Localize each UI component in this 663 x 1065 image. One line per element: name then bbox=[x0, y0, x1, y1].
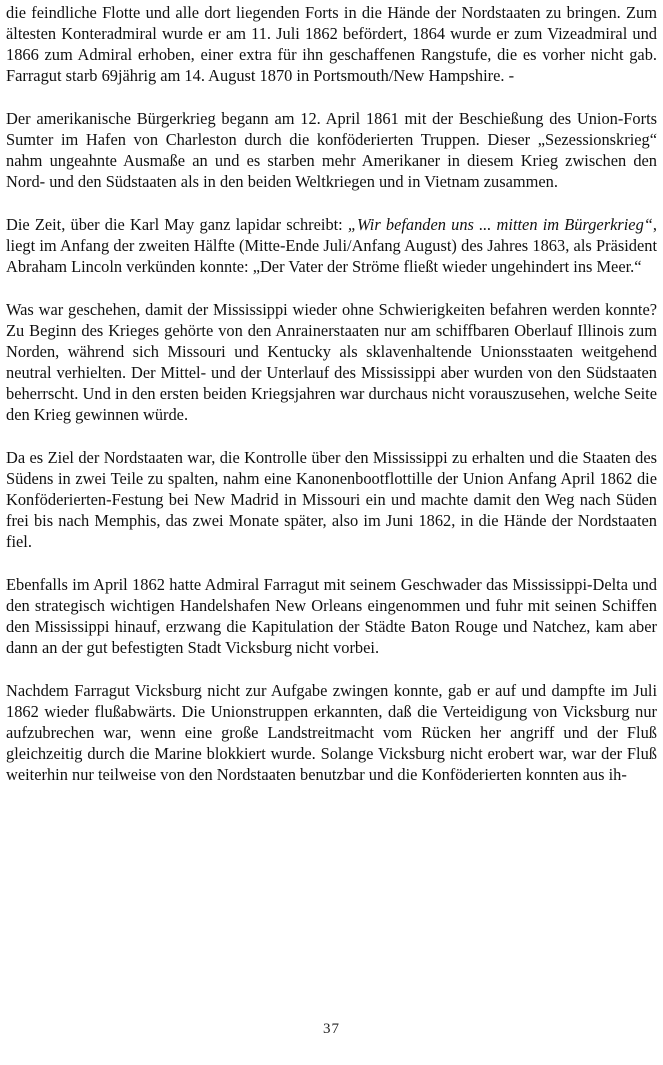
paragraph-mississippi-question: Was war geschehen, damit der Mississippi wieder ohne Schwierigkeiten befahren werden konnte? Zu Beginn des Krieges gehörte von den Anrainerstaaten nur am schiffbaren Oberlauf Illinois zum Norden, während sich Missouri und Kentucky als sklavenhaltende Unionsstaaten weitgehend neutral verhielten. Der Mittel- und der Unterlauf des Mississippi aber wurden von den Südstaaten beherrscht. Und in den ersten beiden Kriegsjahren war durchaus nicht vorauszusehen, welche Seite den Krieg gewinnen würde. bbox=[6, 299, 657, 425]
paragraph-farragut-career: die feindliche Flotte und alle dort liegenden Forts in die Hände der Nordstaaten zu bringen. Zum ältesten Konteradmiral wurde er am 11. Juli 1862 befördert, 1864 wurde er zum Vizeadmiral und 1866 zum Admiral erhoben, einer extra für ihn geschaffenen Rangstufe, die es vorher nicht gab. Farragut starb 69jährig am 14. August 1870 in Portsmouth/New Hampshire. - bbox=[6, 3, 657, 86]
document-page bbox=[6, 2, 657, 785]
paragraph-new-orleans: Ebenfalls im April 1862 hatte Admiral Farragut mit seinem Geschwader das Mississippi-Delta und den strategisch wichtigen Handelshafen New Orleans eingenommen und fuhr mit seinen Schiffen den Mississippi hinauf, erzwang die Kapitulation der Städte Baton Rouge und Natchez, kam aber dann an der gut befestigten Stadt Vicksburg nicht vorbei. bbox=[6, 575, 657, 658]
quote-intro: Die Zeit, über die Karl May ganz lapidar schreibt: bbox=[6, 214, 348, 234]
page-number: 37 bbox=[323, 1021, 340, 1037]
paragraph-civil-war-start: Der amerikanische Bürgerkrieg begann am 12. April 1861 mit der Beschießung des Union-Forts Sumter im Hafen von Charleston durch die konföderierten Truppen. Dieser „Sezessionskrieg“ nahm ungeahnte Ausmaße an und es starben mehr Amerikaner in diesem Krieg zwischen den Nord- und den Südstaaten als in den beiden Weltkriegen und in Vietnam zusammen. bbox=[6, 108, 657, 192]
paragraph-vicksburg: Nachdem Farragut Vicksburg nicht zur Aufgabe zwingen konnte, gab er auf und dampfte im Juli 1862 wieder flußabwärts. Die Unionstruppen erkannten, daß die Verteidigung von Vicksburg nur aufzubrechen war, wenn eine große Landstreitmacht vom Rücken her angriff und der Fluß gleichzeitig durch die Marine blokkiert wurde. Solange Vicksburg nicht erobert war, war der Fluß weiterhin nur teilweise von den Nordstaaten benutzbar und die Konföderierten konnten aus ih- bbox=[6, 681, 657, 785]
paragraph-karl-may-quote bbox=[6, 214, 657, 277]
quote-continuation: , liegt im Anfang der zweiten Hälfte (Mitte-Ende Juli/Anfang August) des Jahres 1863, als Präsident Abraham Lincoln verkünden konnte: „Der Vater der Ströme fließt wieder ungehindert ins Meer.“ bbox=[6, 214, 657, 277]
paragraph-new-madrid: Da es Ziel der Nordstaaten war, die Kontrolle über den Mississippi zu erhalten und die Staaten des Südens in zwei Teile zu spalten, nahm eine Kanonenbootflottille der Union Anfang April 1862 die Konföderierten-Festung bei New Madrid in Missouri ein und machte damit den Weg nach Süden frei bis nach Memphis, das zwei Monate später, also im Juni 1862, in die Hände der Nordstaaten fiel. bbox=[6, 447, 657, 552]
karl-may-quote: „Wir befanden uns ... mitten im Bürgerkrieg“ bbox=[347, 214, 653, 234]
